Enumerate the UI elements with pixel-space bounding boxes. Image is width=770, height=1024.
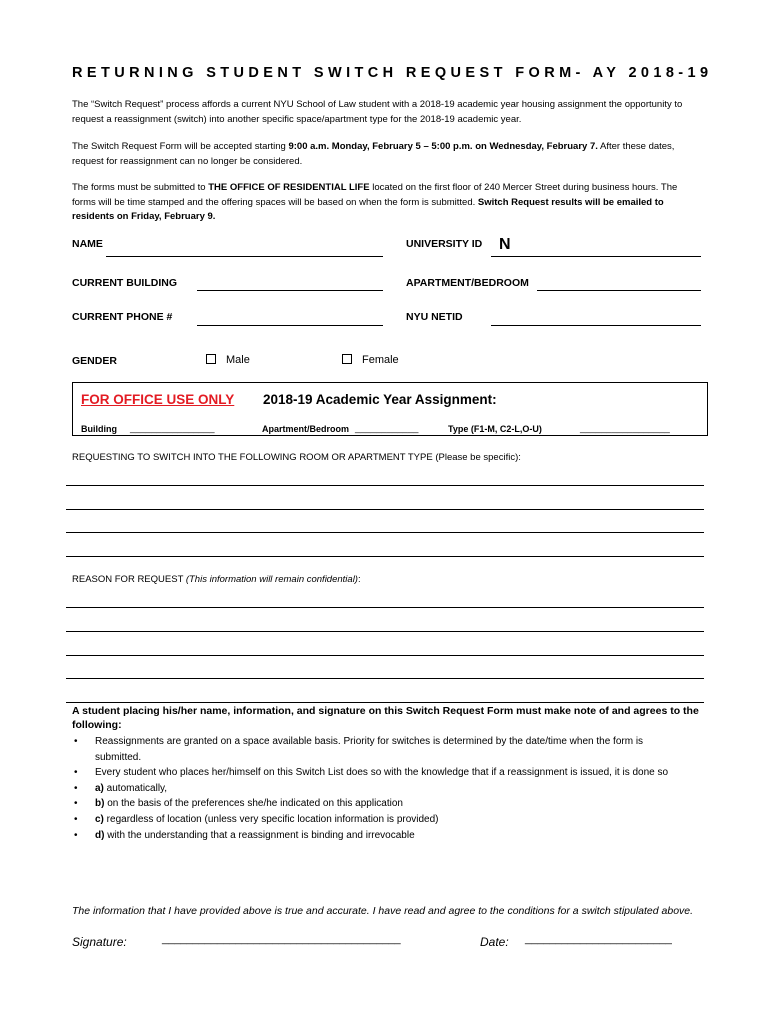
reason-line-3[interactable] (66, 655, 704, 656)
signature-field[interactable]: _______________________________________ (162, 933, 401, 945)
office-use-box (72, 382, 708, 436)
request-line-2[interactable] (66, 509, 704, 510)
reason-line-5[interactable] (66, 702, 704, 703)
intro-paragraph-3 (72, 181, 702, 225)
list-item: • Every student who places her/himself on this Switch List does so with the knowledge that if a reassignment is issued, it is done so (72, 765, 672, 781)
agreement-heading: A student placing his/her name, information, and signature on this Switch Request Form must make note of and agrees to the following: (72, 705, 699, 731)
office-type-blank[interactable]: _________________ (580, 423, 670, 434)
list-item: • a) automatically, (72, 781, 672, 797)
intro-paragraph-1: The “Switch Request” process affords a current NYU School of Law student with a 2018-19 academic year housing assignment the opportunity to request a reassignment (switch) into another specific space/apartment type for the 2018-19 academic year. (72, 99, 683, 125)
reason-line-4[interactable] (66, 678, 704, 679)
office-building-blank[interactable]: ________________ (130, 423, 215, 434)
apartment-bedroom-field[interactable] (537, 290, 701, 291)
current-phone-label: CURRENT PHONE # (72, 311, 173, 323)
declaration: The information that I have provided above is true and accurate. I have read and agree to the conditions for a switch stipulated above. (72, 905, 694, 917)
name-label: NAME (72, 238, 103, 250)
gender-female-option[interactable] (342, 354, 399, 366)
p2-text-c: After these dates, request for reassignment can no longer be considered. (72, 141, 675, 167)
p3-results: Switch Request results will be emailed to residents on Friday, February 9. (72, 196, 664, 222)
p3-text-a: The forms must be submitted to (72, 182, 209, 193)
office-use-title: FOR OFFICE USE ONLY (81, 392, 235, 407)
intro-paragraph-2 (72, 140, 702, 169)
reason-line-1[interactable] (66, 607, 704, 608)
p2-dates: 9:00 a.m. Monday, February 5 – 5:00 p.m. on Wednesday, February 7. (288, 141, 598, 152)
list-item: • c) regardless of location (unless very specific location information is provided) (72, 812, 672, 828)
reason-line-2[interactable] (66, 631, 704, 632)
female-checkbox[interactable] (342, 354, 352, 364)
p3-text-c: located on the first floor of 240 Mercer Street during business hours. The forms will be time stamped and the offering spaces will be based on when the form is submitted. (72, 182, 678, 208)
female-label: Female (362, 354, 399, 366)
current-phone-field[interactable] (197, 325, 383, 326)
p3-office: THE OFFICE OF RESIDENTIAL LIFE (208, 182, 370, 193)
male-checkbox[interactable] (206, 354, 216, 364)
list-item: • d) with the understanding that a reassignment is binding and irrevocable (72, 828, 672, 844)
university-id-label: UNIVERSITY ID (406, 238, 483, 250)
gender-male-option[interactable] (206, 354, 250, 366)
request-line-4[interactable] (66, 556, 704, 557)
reason-colon: : (357, 574, 361, 585)
list-item: • b) on the basis of the preferences she/he indicated on this application (72, 796, 672, 812)
office-type-label: Type (F1-M, C2-L,O-U) (448, 424, 542, 434)
current-building-field[interactable] (197, 290, 383, 291)
p2-text-a: The Switch Request Form will be accepted starting (72, 141, 289, 152)
name-field[interactable] (106, 256, 383, 257)
list-item: • Reassignments are granted on a space available basis. Priority for switches is determined by the date/time when the form is submitted. (72, 734, 672, 765)
requesting-label: REQUESTING TO SWITCH INTO THE FOLLOWING ROOM OR APARTMENT TYPE (Please be specific): (72, 452, 521, 463)
office-building-label: Building (81, 424, 117, 434)
university-id-field[interactable] (491, 256, 701, 257)
male-label: Male (226, 354, 250, 366)
reason-note: (This information will remain confidential) (185, 574, 358, 585)
agreement-list (72, 734, 672, 843)
gender-label: GENDER (72, 355, 117, 367)
date-field[interactable]: ________________________ (525, 933, 672, 945)
office-apt-label: Apartment/Bedroom (262, 424, 350, 434)
nyu-netid-label: NYU NETID (406, 311, 463, 323)
request-line-3[interactable] (66, 532, 704, 533)
office-apt-blank[interactable]: ____________ (355, 423, 419, 434)
request-line-1[interactable] (66, 485, 704, 486)
reason-label (72, 574, 361, 585)
date-label: Date: (480, 935, 509, 949)
reason-label-text: REASON FOR REQUEST (72, 574, 186, 585)
nyu-netid-field[interactable] (491, 325, 701, 326)
assignment-title: 2018-19 Academic Year Assignment: (263, 392, 497, 407)
university-id-prefix: N (499, 236, 511, 253)
signature-label: Signature: (72, 935, 127, 949)
form-title: RETURNING STUDENT SWITCH REQUEST FORM- AY 2018-19 (72, 65, 713, 81)
apartment-bedroom-label: APARTMENT/BEDROOM (406, 277, 529, 289)
current-building-label: CURRENT BUILDING (72, 277, 177, 289)
